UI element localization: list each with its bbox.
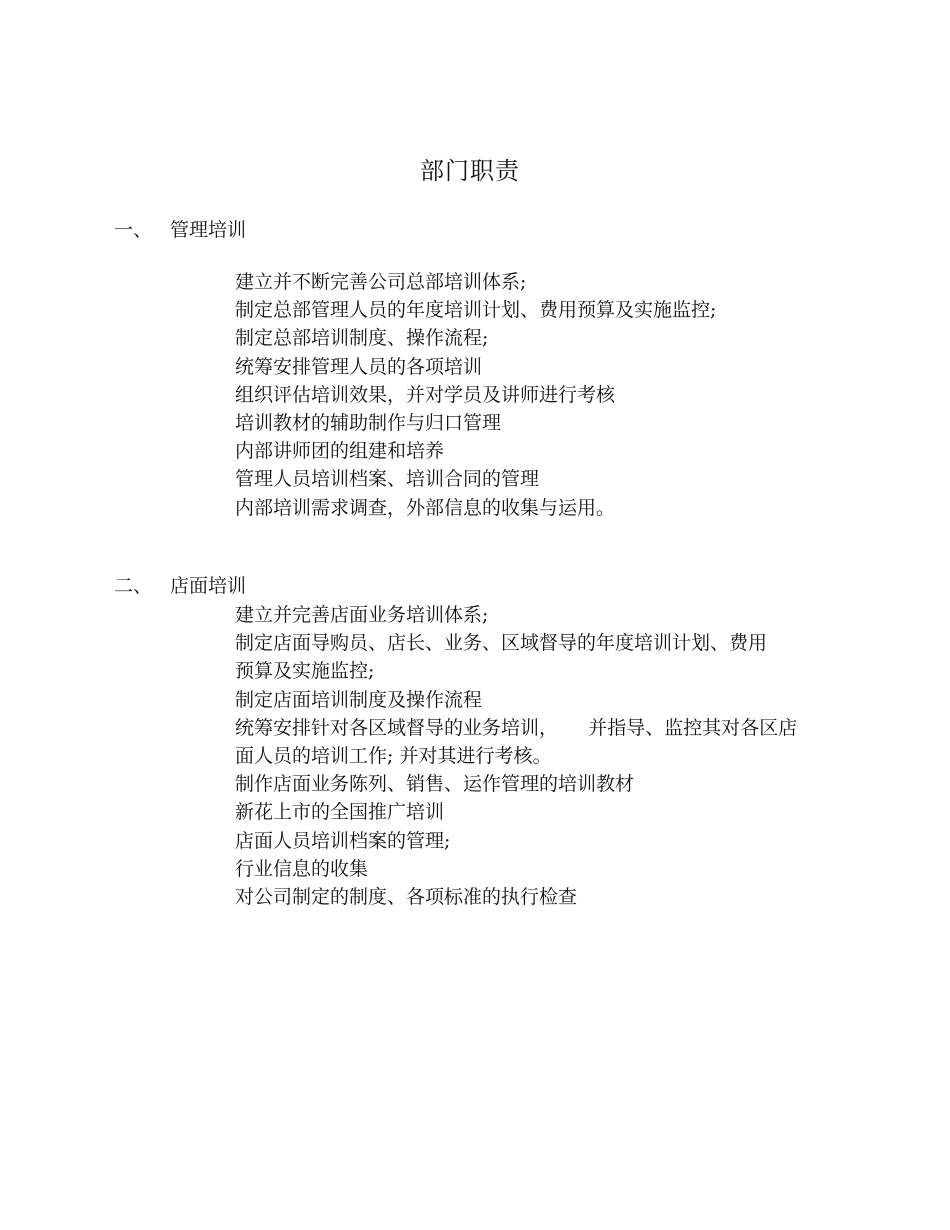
duty-item: 内部讲师团的组建和培养 bbox=[235, 440, 445, 463]
duty-item: 制定总部管理人员的年度培训计划、费用预算及实施监控; bbox=[235, 299, 717, 322]
section-heading-management-training bbox=[114, 217, 246, 243]
management-training-duties-list bbox=[235, 268, 835, 522]
duty-item: 新花上市的全国推广培训 bbox=[235, 801, 445, 824]
duty-item: 建立并不断完善公司总部培训体系; bbox=[235, 271, 527, 293]
duty-item: 制定店面导购员、店长、业务、区域督导的年度培训计划、费用 预算及实施监控; bbox=[235, 632, 768, 683]
section-title: 管理培训 bbox=[170, 219, 247, 241]
duty-item: 制定总部培训制度、操作流程; bbox=[235, 327, 489, 350]
duty-item: 行业信息的收集 bbox=[235, 857, 369, 880]
duty-item: 建立并完善店面业务培训体系; bbox=[235, 604, 489, 626]
duty-item: 管理人员培训档案、培训合同的管理 bbox=[235, 468, 540, 491]
duty-item: 制作店面业务陈列、销售、运作管理的培训教材 bbox=[235, 773, 635, 796]
section-title: 店面培训 bbox=[170, 575, 247, 597]
duty-item: 培训教材的辅助制作与归口管理 bbox=[235, 412, 502, 435]
duty-item: 统筹安排管理人员的各项培训 bbox=[235, 355, 483, 378]
store-training-duties-list bbox=[235, 601, 835, 911]
duty-item: 组织评估培训效果，并对学员及讲师进行考核 bbox=[235, 383, 616, 406]
section-number: 二、 bbox=[114, 575, 153, 597]
duty-item: 统筹安排针对各区域督导的业务培训， 并指导、监控其对各区店 面人员的培训工作; 并对其进行考核。 bbox=[235, 716, 798, 768]
section-number: 一、 bbox=[114, 219, 153, 241]
page-title: 部门职责 bbox=[420, 157, 520, 185]
duty-item: 制定店面培训制度及操作流程 bbox=[235, 688, 483, 711]
duty-item: 内部培训需求调查，外部信息的收集与运用。 bbox=[235, 496, 616, 519]
duty-item: 对公司制定的制度、各项标准的执行检查 bbox=[235, 886, 578, 909]
duty-item: 店面人员培训档案的管理; bbox=[235, 829, 451, 852]
section-heading-store-training bbox=[114, 573, 246, 599]
